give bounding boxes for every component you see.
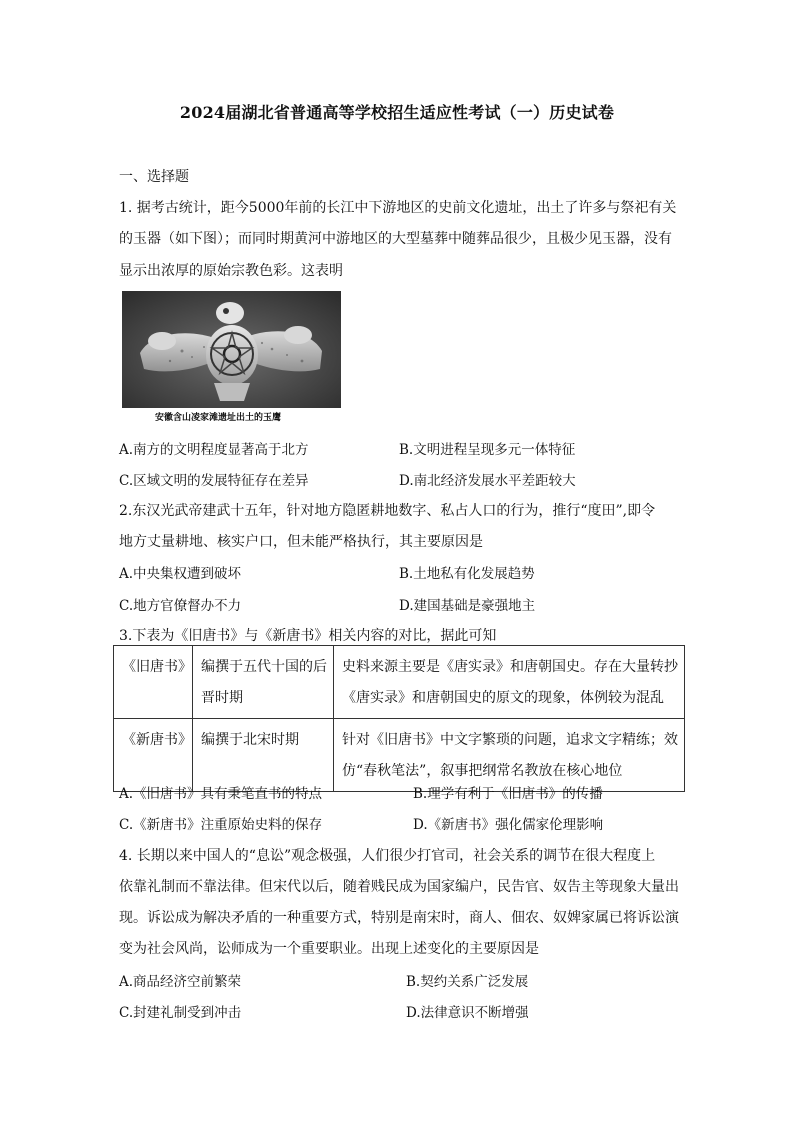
q2-option-b[interactable]: B.土地私有化发展趋势 bbox=[399, 566, 535, 582]
table-cell-content: 针对《旧唐书》中文字繁琐的问题，追求文字精练；效 仿“春秋笔法”，叙事把纲常名教放在核心地位 bbox=[334, 719, 685, 792]
q2-option-c[interactable]: C.地方官僚督办不力 bbox=[119, 598, 242, 614]
jade-eagle-photo bbox=[122, 291, 341, 408]
q2-stem-line-2: 地方丈量耕地、核实户口，但未能严格执行，其主要原因是 bbox=[119, 534, 483, 550]
jade-eagle-illustration bbox=[122, 291, 341, 408]
q3-option-a[interactable]: A.《旧唐书》具有秉笔直书的特点 bbox=[119, 786, 323, 802]
table-row bbox=[114, 719, 685, 792]
q4-option-b[interactable]: B.契约关系广泛发展 bbox=[406, 974, 529, 990]
q1-option-b[interactable]: B.文明进程呈现多元一体特征 bbox=[399, 442, 576, 458]
q1-stem-line-2: 的玉器（如下图）；而同时期黄河中游地区的大型墓葬中随葬品很少，且极少见玉器，没有 bbox=[119, 231, 672, 247]
q1-stem-line-1: 1. 据考古统计，距今5000年前的长江中下游地区的史前文化遗址，出土了许多与祭祀有关 bbox=[119, 200, 677, 216]
table-cell-period: 编撰于北宋时期 bbox=[193, 719, 334, 792]
page-title: 2024届湖北省普通高等学校招生适应性考试（一）历史试卷 bbox=[179, 103, 615, 122]
table-cell-book: 《旧唐书》 bbox=[114, 646, 193, 719]
q4-stem-line-3: 现。诉讼成为解决矛盾的一种重要方式，特别是南宋时，商人、佃农、奴婢家属已将诉讼演 bbox=[119, 910, 679, 926]
q4-option-d[interactable]: D.法律意识不断增强 bbox=[406, 1005, 529, 1021]
table-row bbox=[114, 646, 685, 719]
q1-stem-line-3: 显示出浓厚的原始宗教色彩。这表明 bbox=[119, 263, 343, 279]
q4-option-c[interactable]: C.封建礼制受到冲击 bbox=[119, 1005, 242, 1021]
q3-option-d[interactable]: D.《新唐书》强化儒家伦理影响 bbox=[413, 817, 604, 833]
q4-stem-line-1: 4. 长期以来中国人的“息讼”观念极强，人们很少打官司，社会关系的调节在很大程度上 bbox=[119, 848, 656, 864]
table-cell-period: 编撰于五代十国的后 晋时期 bbox=[193, 646, 334, 719]
q3-option-c[interactable]: C.《新唐书》注重原始史料的保存 bbox=[119, 817, 323, 833]
q3-stem: 3.下表为《旧唐书》与《新唐书》相关内容的对比，据此可知 bbox=[119, 628, 497, 644]
q2-stem-line-1: 2.东汉光武帝建武十五年，针对地方隐匿耕地数字、私占人口的行为，推行“度田”,即令 bbox=[119, 503, 656, 519]
q2-option-a[interactable]: A.中央集权遭到破坏 bbox=[119, 566, 242, 582]
figure-caption: 安徽含山凌家滩遗址出土的玉鹰 bbox=[155, 413, 282, 423]
q4-stem-line-4: 变为社会风尚，讼师成为一个重要职业。出现上述变化的主要原因是 bbox=[119, 941, 539, 957]
q1-option-d[interactable]: D.南北经济发展水平差距较大 bbox=[399, 473, 576, 489]
q1-option-c[interactable]: C.区域文明的发展特征存在差异 bbox=[119, 473, 309, 489]
q1-option-a[interactable]: A.南方的文明程度显著高于北方 bbox=[119, 442, 309, 458]
comparison-table bbox=[113, 645, 685, 792]
section-heading: 一、选择题 bbox=[119, 169, 189, 185]
q3-option-b[interactable]: B.理学有利于《旧唐书》的传播 bbox=[413, 786, 603, 802]
q4-option-a[interactable]: A.商品经济空前繁荣 bbox=[119, 974, 242, 990]
table-cell-content: 史料来源主要是《唐实录》和唐朝国史。存在大量转抄 《唐实录》和唐朝国史的原文的现象，体例较为混乱 bbox=[334, 646, 685, 719]
table-cell-book: 《新唐书》 bbox=[114, 719, 193, 792]
q2-option-d[interactable]: D.建国基础是豪强地主 bbox=[399, 598, 536, 614]
q4-stem-line-2: 依靠礼制而不靠法律。但宋代以后，随着贱民成为国家编户，民告官、奴告主等现象大量出 bbox=[119, 879, 679, 895]
